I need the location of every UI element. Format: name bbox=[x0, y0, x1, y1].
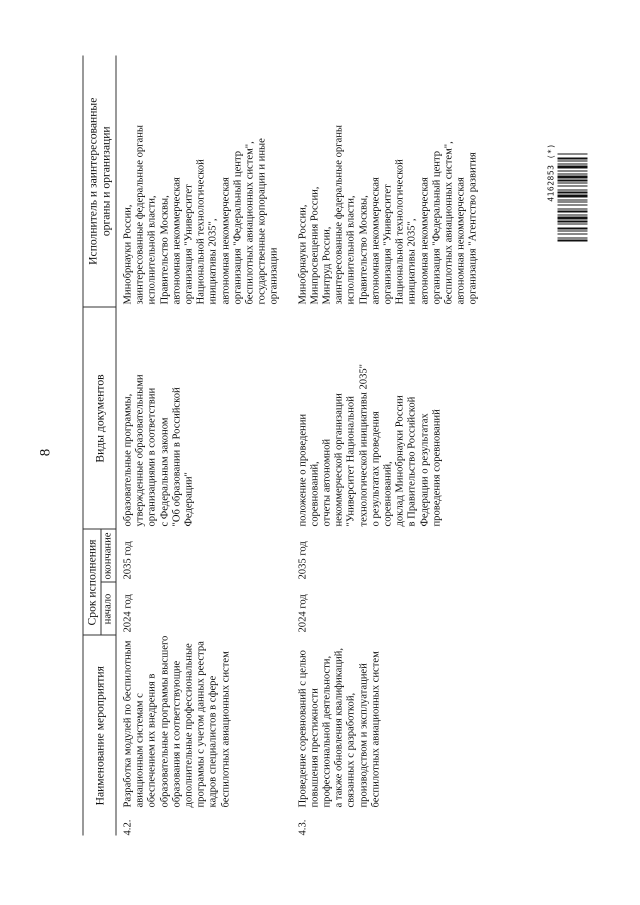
text-line: кадров специалистов в сфере bbox=[207, 675, 219, 808]
row-end: 2035 год bbox=[297, 541, 309, 580]
text-line: организация "Агентство развития bbox=[467, 152, 479, 305]
row-documents bbox=[116, 307, 283, 529]
text-line: организации bbox=[268, 247, 280, 305]
text-line: производством и эксплуатацией bbox=[358, 663, 370, 808]
text-line: соревнований, bbox=[309, 461, 321, 527]
text-line: "Университет Национальной bbox=[345, 396, 357, 527]
text-line: автономная некоммерческая bbox=[171, 177, 183, 305]
text-line: исполнительной власти, bbox=[345, 195, 357, 305]
text-line: технологической инициативы 2035" bbox=[358, 363, 370, 527]
text-line: программы с учетом данных реестра bbox=[195, 641, 207, 808]
header-period-end: окончание bbox=[101, 529, 116, 582]
table-row bbox=[283, 55, 482, 835]
text-line: образования и соответствующие bbox=[171, 660, 183, 808]
text-line: "Об образовании в Российской bbox=[171, 387, 183, 527]
barcode-icon bbox=[558, 103, 588, 243]
row-number: 4.3. bbox=[297, 819, 309, 836]
header-executors-line: Исполнитель и заинтересованные bbox=[86, 97, 100, 265]
text-line: соревнований, bbox=[382, 461, 394, 527]
text-line: в Правительство Российской bbox=[406, 396, 418, 527]
header-executors bbox=[83, 55, 116, 307]
text-line: утвержденные образовательными bbox=[134, 374, 146, 527]
text-line: проведения соревнований bbox=[431, 409, 443, 527]
text-line: Национальной технологической bbox=[195, 159, 207, 305]
document-page bbox=[37, 43, 593, 863]
text-line: Проведение соревнований с целью bbox=[297, 650, 309, 808]
text-line: положение о проведении bbox=[297, 413, 309, 527]
row-event-name bbox=[116, 635, 283, 810]
text-line: беспилотных авиационных систем", bbox=[244, 141, 256, 305]
header-document-types: Виды документов bbox=[83, 307, 116, 529]
text-line: автономная некоммерческая bbox=[370, 177, 382, 305]
text-line: автономная некоммерческая bbox=[455, 177, 467, 305]
row-end: 2035 год bbox=[122, 541, 134, 580]
header-period-start: начало bbox=[101, 582, 116, 635]
text-line: отчеты автономной bbox=[321, 438, 333, 527]
text-line: связанных с разработкой, bbox=[345, 692, 357, 808]
text-line: организациями в соответствии bbox=[146, 387, 158, 527]
text-line: о результатах проведения bbox=[370, 411, 382, 527]
row-executors bbox=[116, 55, 283, 307]
text-line: Разработка модулей по беспилотным bbox=[122, 640, 134, 808]
text-line: автономная некоммерческая bbox=[419, 177, 431, 305]
text-line: Национальной технологической bbox=[394, 159, 406, 305]
barcode-number: 4162853 (*) bbox=[546, 143, 556, 202]
text-line: с Федеральным законом bbox=[159, 417, 171, 527]
text-line: Федерации о результатах bbox=[419, 413, 431, 527]
text-line: исполнительной власти, bbox=[146, 195, 158, 305]
row-documents bbox=[283, 307, 482, 529]
text-line: Правительство Москвы, bbox=[358, 195, 370, 305]
text-line: образовательные программы, bbox=[122, 393, 134, 527]
text-line: доклад Минобрнауки России bbox=[394, 395, 406, 527]
text-line: беспилотных авиационных систем bbox=[220, 651, 232, 808]
row-event-name bbox=[283, 635, 482, 810]
text-line: инициативы 2035", bbox=[406, 218, 418, 305]
text-line: дополнительные профессиональные bbox=[183, 643, 195, 808]
text-line: Минпросвещения России, bbox=[309, 186, 321, 305]
text-line: авиационным системам с bbox=[134, 693, 146, 808]
text-line: организация "Университет bbox=[183, 184, 195, 305]
text-line: автономная некоммерческая bbox=[220, 177, 232, 305]
text-line: организация "Университет bbox=[382, 184, 394, 305]
row-number: 4.2. bbox=[122, 819, 134, 836]
text-line: организация "Федеральный центр bbox=[232, 150, 244, 305]
row-start: 2024 год bbox=[122, 594, 134, 633]
text-line: образовательные программы высшего bbox=[159, 635, 171, 808]
events-table bbox=[83, 55, 483, 835]
text-line: беспилотных авиационных систем", bbox=[443, 141, 455, 305]
text-line: государственные корпорации и иные bbox=[256, 138, 268, 305]
row-start: 2024 год bbox=[297, 594, 309, 633]
header-event-name: Наименование мероприятия bbox=[83, 635, 116, 835]
text-line: обеспечением их внедрения в bbox=[146, 673, 158, 808]
text-line: заинтересованные федеральные органы bbox=[134, 125, 146, 305]
text-line: заинтересованные федеральные органы bbox=[333, 125, 345, 305]
text-line: повышения престижности bbox=[309, 688, 321, 808]
text-line: некоммерческой организации bbox=[333, 393, 345, 527]
text-line: профессиональной деятельности, bbox=[321, 655, 333, 808]
text-line: организация "Федеральный центр bbox=[431, 150, 443, 305]
text-line: инициативы 2035", bbox=[207, 218, 219, 305]
text-line: Правительство Москвы, bbox=[159, 195, 171, 305]
text-line: беспилотных авиационных систем bbox=[370, 651, 382, 808]
text-line: Минобрнауки России, bbox=[297, 204, 309, 305]
text-line: Минобрнауки России, bbox=[122, 204, 134, 305]
table-row bbox=[116, 55, 283, 835]
row-executors bbox=[283, 55, 482, 307]
page-number: 8 bbox=[37, 448, 54, 457]
header-executors-line: органы и организации bbox=[99, 126, 113, 237]
text-line: Минтруд России, bbox=[321, 226, 333, 305]
text-line: а также обновления квалификаций, bbox=[333, 648, 345, 808]
text-line: Федерации" bbox=[183, 472, 195, 527]
header-period: Срок исполнения bbox=[83, 529, 101, 635]
